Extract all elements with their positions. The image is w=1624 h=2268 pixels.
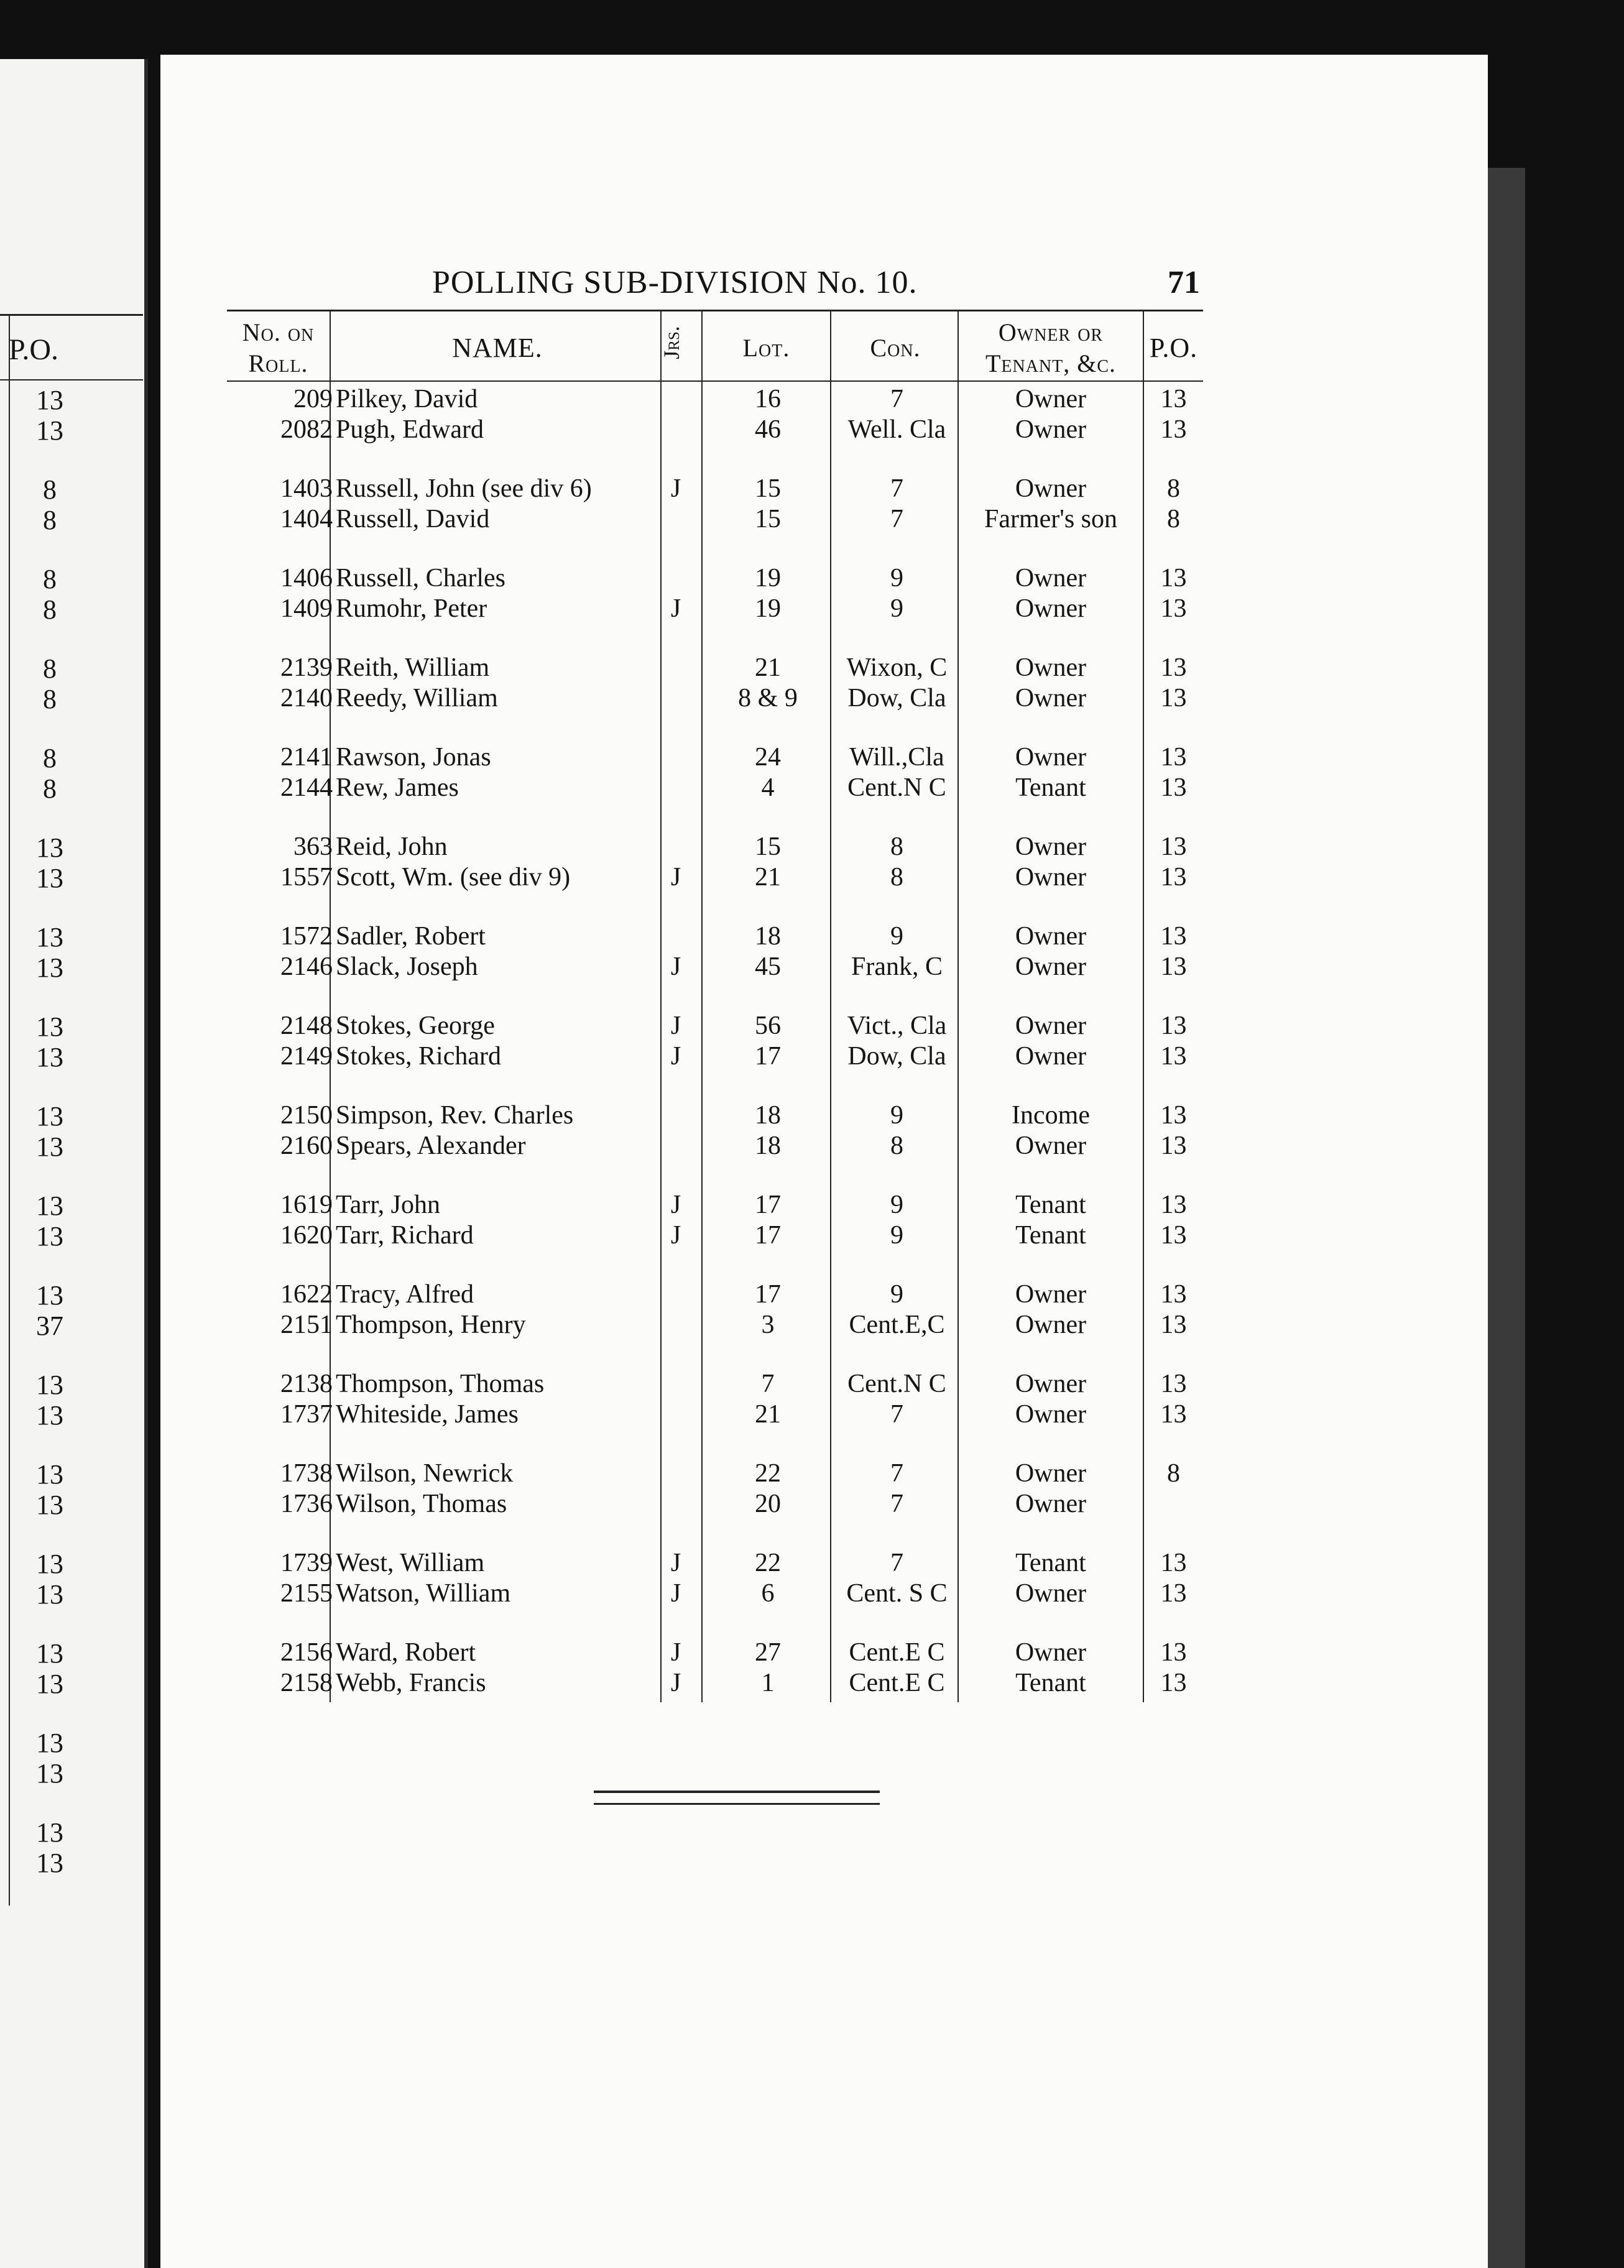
cell-roll: 2148 — [280, 1012, 333, 1040]
left-po-value: 13 — [36, 1221, 63, 1252]
left-po-value: 13 — [36, 1549, 63, 1579]
cell-roll: 1736 — [280, 1490, 333, 1518]
cell-roll: 1739 — [280, 1549, 333, 1577]
cell-roll: 209 — [293, 385, 333, 413]
cell-roll: 1737 — [280, 1400, 333, 1429]
cell-lot: 15 — [755, 832, 781, 861]
cell-roll: 2082 — [280, 415, 333, 444]
cell-owner: Tenant — [1015, 1221, 1086, 1250]
column-rule — [660, 310, 662, 1702]
cell-owner: Owner — [1015, 1579, 1087, 1608]
cell-con: Cent.E C — [849, 1669, 945, 1697]
left-po-value: 13 — [36, 1758, 63, 1789]
cell-con: Dow, Cla — [847, 684, 946, 712]
header-po: P.O. — [1149, 333, 1198, 363]
header-roll — [227, 317, 330, 379]
cell-lot: 17 — [755, 1191, 781, 1219]
cell-po: 13 — [1160, 564, 1187, 592]
cell-po: 13 — [1160, 743, 1187, 772]
cell-roll: 2156 — [280, 1638, 333, 1667]
cell-roll: 1406 — [280, 564, 333, 592]
cell-owner: Owner — [1015, 1638, 1087, 1667]
cell-owner: Owner — [1015, 684, 1087, 712]
header-jrs: Jrs. — [659, 326, 684, 359]
cell-owner: Owner — [1015, 415, 1087, 444]
cell-jrs: J — [670, 474, 681, 503]
cell-po: 8 — [1167, 1459, 1180, 1488]
cell-owner: Owner — [1015, 1370, 1087, 1398]
cell-name: Russell, John (see div 6) — [336, 474, 592, 503]
cell-name: Reedy, William — [336, 684, 498, 712]
cell-po: 13 — [1160, 1638, 1187, 1667]
left-po-value: 13 — [36, 922, 63, 952]
cell-roll: 2160 — [280, 1132, 333, 1160]
cell-po: 13 — [1160, 1191, 1187, 1219]
cell-jrs: J — [670, 863, 681, 892]
cell-jrs: J — [670, 952, 681, 981]
cell-po: 13 — [1160, 385, 1187, 413]
cell-lot: 45 — [755, 952, 781, 981]
left-po-value: 13 — [36, 832, 63, 863]
cell-owner: Owner — [1015, 564, 1087, 592]
cell-roll: 2141 — [280, 743, 333, 772]
cell-po: 13 — [1160, 773, 1187, 802]
cell-roll: 1409 — [280, 594, 333, 623]
cell-po: 13 — [1160, 1012, 1187, 1040]
cell-lot: 8 & 9 — [738, 684, 798, 712]
cell-roll: 1557 — [280, 863, 333, 892]
cell-con: 9 — [890, 922, 903, 951]
cell-po: 13 — [1160, 415, 1187, 444]
cell-name: Wilson, Newrick — [336, 1459, 514, 1488]
header-owner — [961, 317, 1141, 379]
cell-jrs: J — [670, 1042, 681, 1071]
cell-lot: 18 — [755, 1132, 781, 1160]
cell-con: Cent.N C — [847, 1370, 946, 1398]
cell-con: Dow, Cla — [847, 1042, 946, 1071]
cell-con: Cent. S C — [846, 1579, 948, 1608]
cell-name: West, William — [336, 1549, 485, 1577]
cell-roll: 1572 — [280, 922, 333, 951]
cell-po: 8 — [1167, 474, 1180, 503]
cell-con: Vict., Cla — [847, 1012, 947, 1040]
cell-con: 9 — [890, 1101, 903, 1130]
left-po-value: 13 — [36, 1848, 63, 1878]
cell-name: Spears, Alexander — [336, 1132, 526, 1160]
cell-owner: Tenant — [1015, 1191, 1086, 1219]
cell-po: 13 — [1160, 922, 1187, 951]
cell-name: Russell, Charles — [336, 564, 505, 592]
cell-lot: 22 — [755, 1459, 781, 1488]
left-po-value: 13 — [36, 1728, 63, 1758]
cell-con: 9 — [890, 1221, 903, 1250]
cell-lot: 17 — [755, 1221, 781, 1250]
header-lot: Lot. — [742, 334, 790, 362]
left-po-value: 13 — [36, 1400, 63, 1431]
cell-owner: Income — [1012, 1101, 1090, 1130]
cell-lot: 46 — [755, 415, 781, 444]
cell-po: 8 — [1167, 505, 1180, 533]
cell-name: Whiteside, James — [336, 1400, 519, 1429]
cell-name: Ward, Robert — [336, 1638, 476, 1667]
cell-con: 7 — [890, 1400, 903, 1429]
cell-lot: 24 — [755, 743, 781, 772]
cell-lot: 7 — [761, 1370, 775, 1398]
cell-roll: 2139 — [280, 653, 333, 682]
left-po-value: 13 — [36, 1042, 63, 1072]
cell-po: 13 — [1160, 1549, 1187, 1577]
cell-name: Tarr, Richard — [336, 1221, 474, 1250]
cell-con: 9 — [890, 1280, 903, 1309]
header-owner-line2: Tenant, &c. — [985, 349, 1117, 377]
cell-name: Stokes, Richard — [336, 1042, 501, 1071]
cell-name: Wilson, Thomas — [336, 1490, 507, 1518]
end-rule — [594, 1791, 880, 1793]
left-po-value: 13 — [36, 415, 63, 446]
cell-lot: 15 — [755, 505, 781, 533]
cell-name: Rawson, Jonas — [336, 743, 491, 772]
cell-con: Well. Cla — [847, 415, 946, 444]
cell-jrs: J — [670, 594, 681, 623]
left-po-value: 13 — [36, 952, 63, 983]
cell-name: Sadler, Robert — [336, 922, 486, 951]
page-number: 71 — [1168, 265, 1200, 300]
cell-jrs: J — [670, 1549, 681, 1577]
left-po-value: 13 — [36, 1638, 63, 1669]
cell-owner: Owner — [1015, 1280, 1087, 1309]
cell-name: Watson, William — [336, 1579, 511, 1608]
table-rule-top — [227, 310, 1203, 311]
cell-owner: Owner — [1015, 1012, 1087, 1040]
cell-roll: 2140 — [280, 684, 333, 712]
cell-owner: Owner — [1015, 1311, 1087, 1339]
cell-owner: Owner — [1015, 863, 1087, 892]
cell-lot: 3 — [761, 1311, 775, 1339]
left-po-value: 13 — [36, 1132, 63, 1162]
cell-po: 13 — [1160, 863, 1187, 892]
cell-name: Rumohr, Peter — [336, 594, 487, 623]
cell-po: 13 — [1160, 1042, 1187, 1071]
cell-con: Frank, C — [851, 952, 943, 981]
cell-owner: Tenant — [1015, 773, 1086, 802]
cell-owner: Owner — [1015, 832, 1087, 861]
cell-lot: 19 — [755, 564, 781, 592]
cell-name: Thompson, Thomas — [336, 1370, 545, 1398]
left-po-value: 8 — [43, 743, 57, 773]
cell-con: Cent.N C — [847, 773, 946, 802]
cell-roll: 2149 — [280, 1042, 333, 1071]
left-po-value: 8 — [43, 653, 57, 684]
cell-name: Reid, John — [336, 832, 448, 861]
left-po-value: 8 — [43, 474, 57, 505]
cell-name: Tracy, Alfred — [336, 1280, 474, 1309]
left-po-value: 13 — [36, 1370, 63, 1400]
cell-lot: 20 — [755, 1490, 781, 1518]
left-po-value: 8 — [43, 564, 57, 594]
cell-lot: 27 — [755, 1638, 781, 1667]
cell-owner: Owner — [1015, 952, 1087, 981]
cell-name: Slack, Joseph — [336, 952, 478, 981]
cell-owner: Owner — [1015, 1132, 1087, 1160]
cell-jrs: J — [670, 1638, 681, 1667]
cell-con: Cent.E C — [849, 1638, 945, 1667]
cell-owner: Owner — [1015, 1459, 1087, 1488]
cell-owner: Owner — [1015, 474, 1087, 503]
cell-con: 7 — [890, 1490, 903, 1518]
cell-jrs: J — [670, 1669, 681, 1697]
left-po-value: 13 — [36, 1280, 63, 1311]
cell-name: Webb, Francis — [336, 1669, 486, 1697]
cell-po: 13 — [1160, 653, 1187, 682]
cell-con: 9 — [890, 564, 903, 592]
cell-lot: 1 — [761, 1669, 775, 1697]
cell-lot: 15 — [755, 474, 781, 503]
cell-po: 13 — [1160, 1400, 1187, 1429]
cell-jrs: J — [670, 1221, 681, 1250]
left-po-value: 8 — [43, 594, 57, 625]
cell-po: 13 — [1160, 1669, 1187, 1697]
page-title: POLLING SUB-DIVISION No. 10. — [432, 265, 918, 300]
cell-con: 9 — [890, 594, 903, 623]
left-po-value: 13 — [36, 1817, 63, 1848]
cell-lot: 21 — [755, 1400, 781, 1429]
cell-owner: Owner — [1015, 743, 1087, 772]
left-po-value: 13 — [36, 1012, 63, 1042]
cell-roll: 2146 — [280, 952, 333, 981]
cell-name: Thompson, Henry — [336, 1311, 526, 1339]
cell-owner: Owner — [1015, 653, 1087, 682]
cell-con: 8 — [890, 1132, 903, 1160]
header-roll-line2: Roll. — [248, 349, 308, 377]
cell-con: Will.,Cla — [849, 743, 944, 772]
header-name: NAME. — [452, 333, 543, 363]
cell-lot: 18 — [755, 922, 781, 951]
cell-lot: 22 — [755, 1549, 781, 1577]
cell-lot: 16 — [755, 385, 781, 413]
cell-po: 13 — [1160, 1280, 1187, 1309]
cell-roll: 1619 — [280, 1191, 333, 1219]
cell-con: 7 — [890, 474, 903, 503]
left-column-rule — [9, 314, 10, 1906]
cell-owner: Owner — [1015, 385, 1087, 413]
cell-con: Wixon, C — [846, 653, 948, 682]
cell-po: 13 — [1160, 952, 1187, 981]
cell-owner: Owner — [1015, 1490, 1087, 1518]
cell-po: 13 — [1160, 1221, 1187, 1250]
cell-roll: 2158 — [280, 1669, 333, 1697]
cell-po: 13 — [1160, 832, 1187, 861]
left-po-value: 37 — [36, 1311, 63, 1341]
cell-owner: Tenant — [1015, 1549, 1086, 1577]
left-po-value: 13 — [36, 1579, 63, 1610]
cell-lot: 17 — [755, 1042, 781, 1071]
cell-name: Pugh, Edward — [336, 415, 484, 444]
cell-roll: 2151 — [280, 1311, 333, 1339]
cell-owner: Owner — [1015, 922, 1087, 951]
cell-roll: 1403 — [280, 474, 333, 503]
cell-con: 8 — [890, 863, 903, 892]
left-po-value: 8 — [43, 505, 57, 535]
cell-lot: 6 — [761, 1579, 775, 1608]
left-rule-top — [0, 314, 143, 316]
cell-jrs: J — [670, 1191, 681, 1219]
cell-roll: 1404 — [280, 505, 333, 533]
cell-po: 13 — [1160, 684, 1187, 712]
cell-po: 13 — [1160, 594, 1187, 623]
cell-lot: 17 — [755, 1280, 781, 1309]
cell-lot: 21 — [755, 863, 781, 892]
left-po-value: 13 — [36, 1101, 63, 1132]
cell-roll: 2155 — [280, 1579, 333, 1608]
end-rule — [594, 1803, 880, 1805]
cell-con: 9 — [890, 1191, 903, 1219]
cell-name: Rew, James — [336, 773, 459, 802]
cell-roll: 363 — [293, 832, 333, 861]
left-po-value: 8 — [43, 684, 57, 714]
cell-roll: 1620 — [280, 1221, 333, 1250]
cell-name: Simpson, Rev. Charles — [336, 1101, 574, 1130]
cell-name: Scott, Wm. (see div 9) — [336, 863, 571, 892]
left-po-value: 13 — [36, 1459, 63, 1490]
page-shadow — [1488, 168, 1525, 2268]
cell-name: Russell, David — [336, 505, 490, 533]
left-po-header: P.O. — [9, 333, 59, 366]
cell-con: Cent.E,C — [849, 1311, 945, 1339]
cell-lot: 21 — [755, 653, 781, 682]
left-po-value: 13 — [36, 385, 63, 415]
cell-jrs: J — [670, 1012, 681, 1040]
cell-po: 13 — [1160, 1579, 1187, 1608]
cell-con: 8 — [890, 832, 903, 861]
left-po-value: 13 — [36, 863, 63, 893]
cell-owner: Tenant — [1015, 1669, 1086, 1697]
cell-con: 7 — [890, 1549, 903, 1577]
cell-roll: 1738 — [280, 1459, 333, 1488]
cell-lot: 56 — [755, 1012, 781, 1040]
cell-name: Pilkey, David — [336, 385, 478, 413]
cell-po: 13 — [1160, 1101, 1187, 1130]
cell-owner: Farmer's son — [984, 505, 1118, 533]
header-roll-line1: No. on — [242, 318, 315, 346]
cell-lot: 4 — [761, 773, 775, 802]
left-po-value: 13 — [36, 1191, 63, 1221]
cell-con: 7 — [890, 385, 903, 413]
cell-po: 13 — [1160, 1311, 1187, 1339]
cell-owner: Owner — [1015, 1042, 1087, 1071]
left-po-value: 13 — [36, 1669, 63, 1699]
left-rule-sub — [0, 379, 143, 380]
cell-name: Tarr, John — [336, 1191, 440, 1219]
cell-roll: 1622 — [280, 1280, 333, 1309]
cell-con: 7 — [890, 505, 903, 533]
cell-roll: 2138 — [280, 1370, 333, 1398]
left-po-value: 13 — [36, 1490, 63, 1520]
cell-name: Stokes, George — [336, 1012, 495, 1040]
cell-jrs: J — [670, 1579, 681, 1608]
cell-lot: 19 — [755, 594, 781, 623]
cell-po: 13 — [1160, 1132, 1187, 1160]
header-owner-line1: Owner or — [998, 318, 1104, 346]
header-con: Con. — [870, 334, 921, 362]
cell-owner: Owner — [1015, 594, 1087, 623]
cell-po: 13 — [1160, 1370, 1187, 1398]
cell-lot: 18 — [755, 1101, 781, 1130]
table-rule-header — [227, 380, 1203, 382]
cell-con: 7 — [890, 1459, 903, 1488]
cell-roll: 2144 — [280, 773, 333, 802]
cell-name: Reith, William — [336, 653, 490, 682]
left-po-value: 8 — [43, 773, 57, 804]
cell-owner: Owner — [1015, 1400, 1087, 1429]
cell-roll: 2150 — [280, 1101, 333, 1130]
